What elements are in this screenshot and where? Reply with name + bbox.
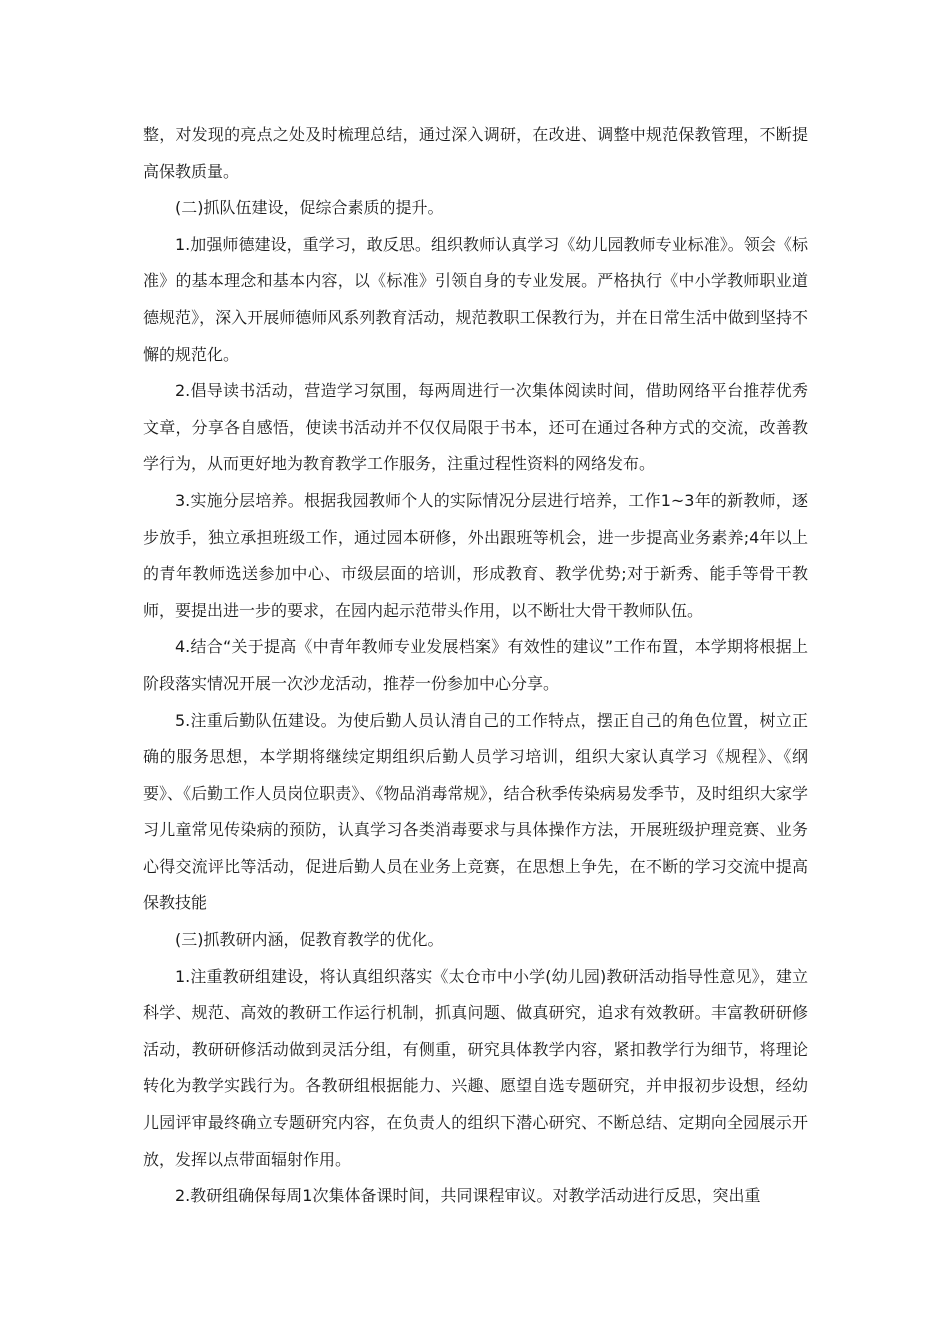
paragraph-reading: 2.倡导读书活动，营造学习氛围，每两周进行一次集体阅读时间，借助网络平台推荐优秀文章，分享各自感悟，使读书活动并不仅仅局限于书本，还可在通过各种方式的交流，改善教学行为，从而更好地为教育教学工作服务，注重过程性资料的网络发布。	[143, 381, 808, 474]
section-heading-research: (三)抓教研内涵，促教育教学的优化。	[175, 930, 444, 950]
paragraph-logistics: 5.注重后勤队伍建设。为使后勤人员认清自己的工作特点，摆正自己的角色位置，树立正确的服务思想，本学期将继续定期组织后勤人员学习培训，组织大家认真学习《规程》、《纲要》、《后勤工作人员岗位职责》、《物品消毒常规》，结合秋季传染病易发季节，及时组织大家学习儿童常见传染病的预防，认真学习各类消毒要求与具体操作方法，开展班级护理竞赛、业务心得交流评比等活动，促进后勤人员在业务上竞赛，在思想上争先，在不断的学习交流中提高保教技能	[143, 710, 808, 913]
paragraph-continuation: 整，对发现的亮点之处及时梳理总结，通过深入调研，在改进、调整中规范保教管理，不断提高保教质量。	[143, 125, 808, 181]
document-body	[143, 117, 808, 1215]
paragraph-salon: 4.结合“关于提高《中青年教师专业发展档案》有效性的建议”工作布置，本学期将根据上阶段落实情况开展一次沙龙活动，推荐一份参加中心分享。	[143, 637, 808, 693]
paragraph-research-groups: 1.注重教研组建设，将认真组织落实《太仓市中小学(幼儿园)教研活动指导性意见》，建立科学、规范、高效的教研工作运行机制，抓真问题、做真研究，追求有效教研。丰富教研研修活动，教研研修活动做到灵活分组，有侧重，研究具体教学内容，紧扣教学行为细节，将理论转化为教学实践行为。各教研组根据能力、兴趣、愿望自选专题研究，并申报初步设想，经幼儿园评审最终确立专题研究内容，在负责人的组织下潜心研究、不断总结、定期向全园展示开放，发挥以点带面辐射作用。	[143, 966, 808, 1169]
paragraph-tiered-training: 3.实施分层培养。根据我园教师个人的实际情况分层进行培养，工作1~3年的新教师，逐步放手，独立承担班级工作，通过园本研修，外出跟班等机会，进一步提高业务素养;4年以上的青年教师选送参加中心、市级层面的培训，形成教育、教学优势;对于新秀、能手等骨干教师，要提出进一步的要求，在园内起示范带头作用，以不断壮大骨干教师队伍。	[143, 490, 808, 620]
paragraph-ethics: 1.加强师德建设，重学习，敢反思。组织教师认真学习《幼儿园教师专业标准》。领会《标准》的基本理念和基本内容，以《标准》引领自身的专业发展。严格执行《中小学教师职业道德规范》，深入开展师德师风系列教育活动，规范教职工保教行为，并在日常生活中做到坚持不懈的规范化。	[143, 234, 808, 364]
section-heading-team-building: (二)抓队伍建设，促综合素质的提升。	[175, 198, 444, 218]
paragraph-lesson-planning: 2.教研组确保每周1次集体备课时间，共同课程审议。对教学活动进行反思，突出重	[175, 1186, 761, 1206]
